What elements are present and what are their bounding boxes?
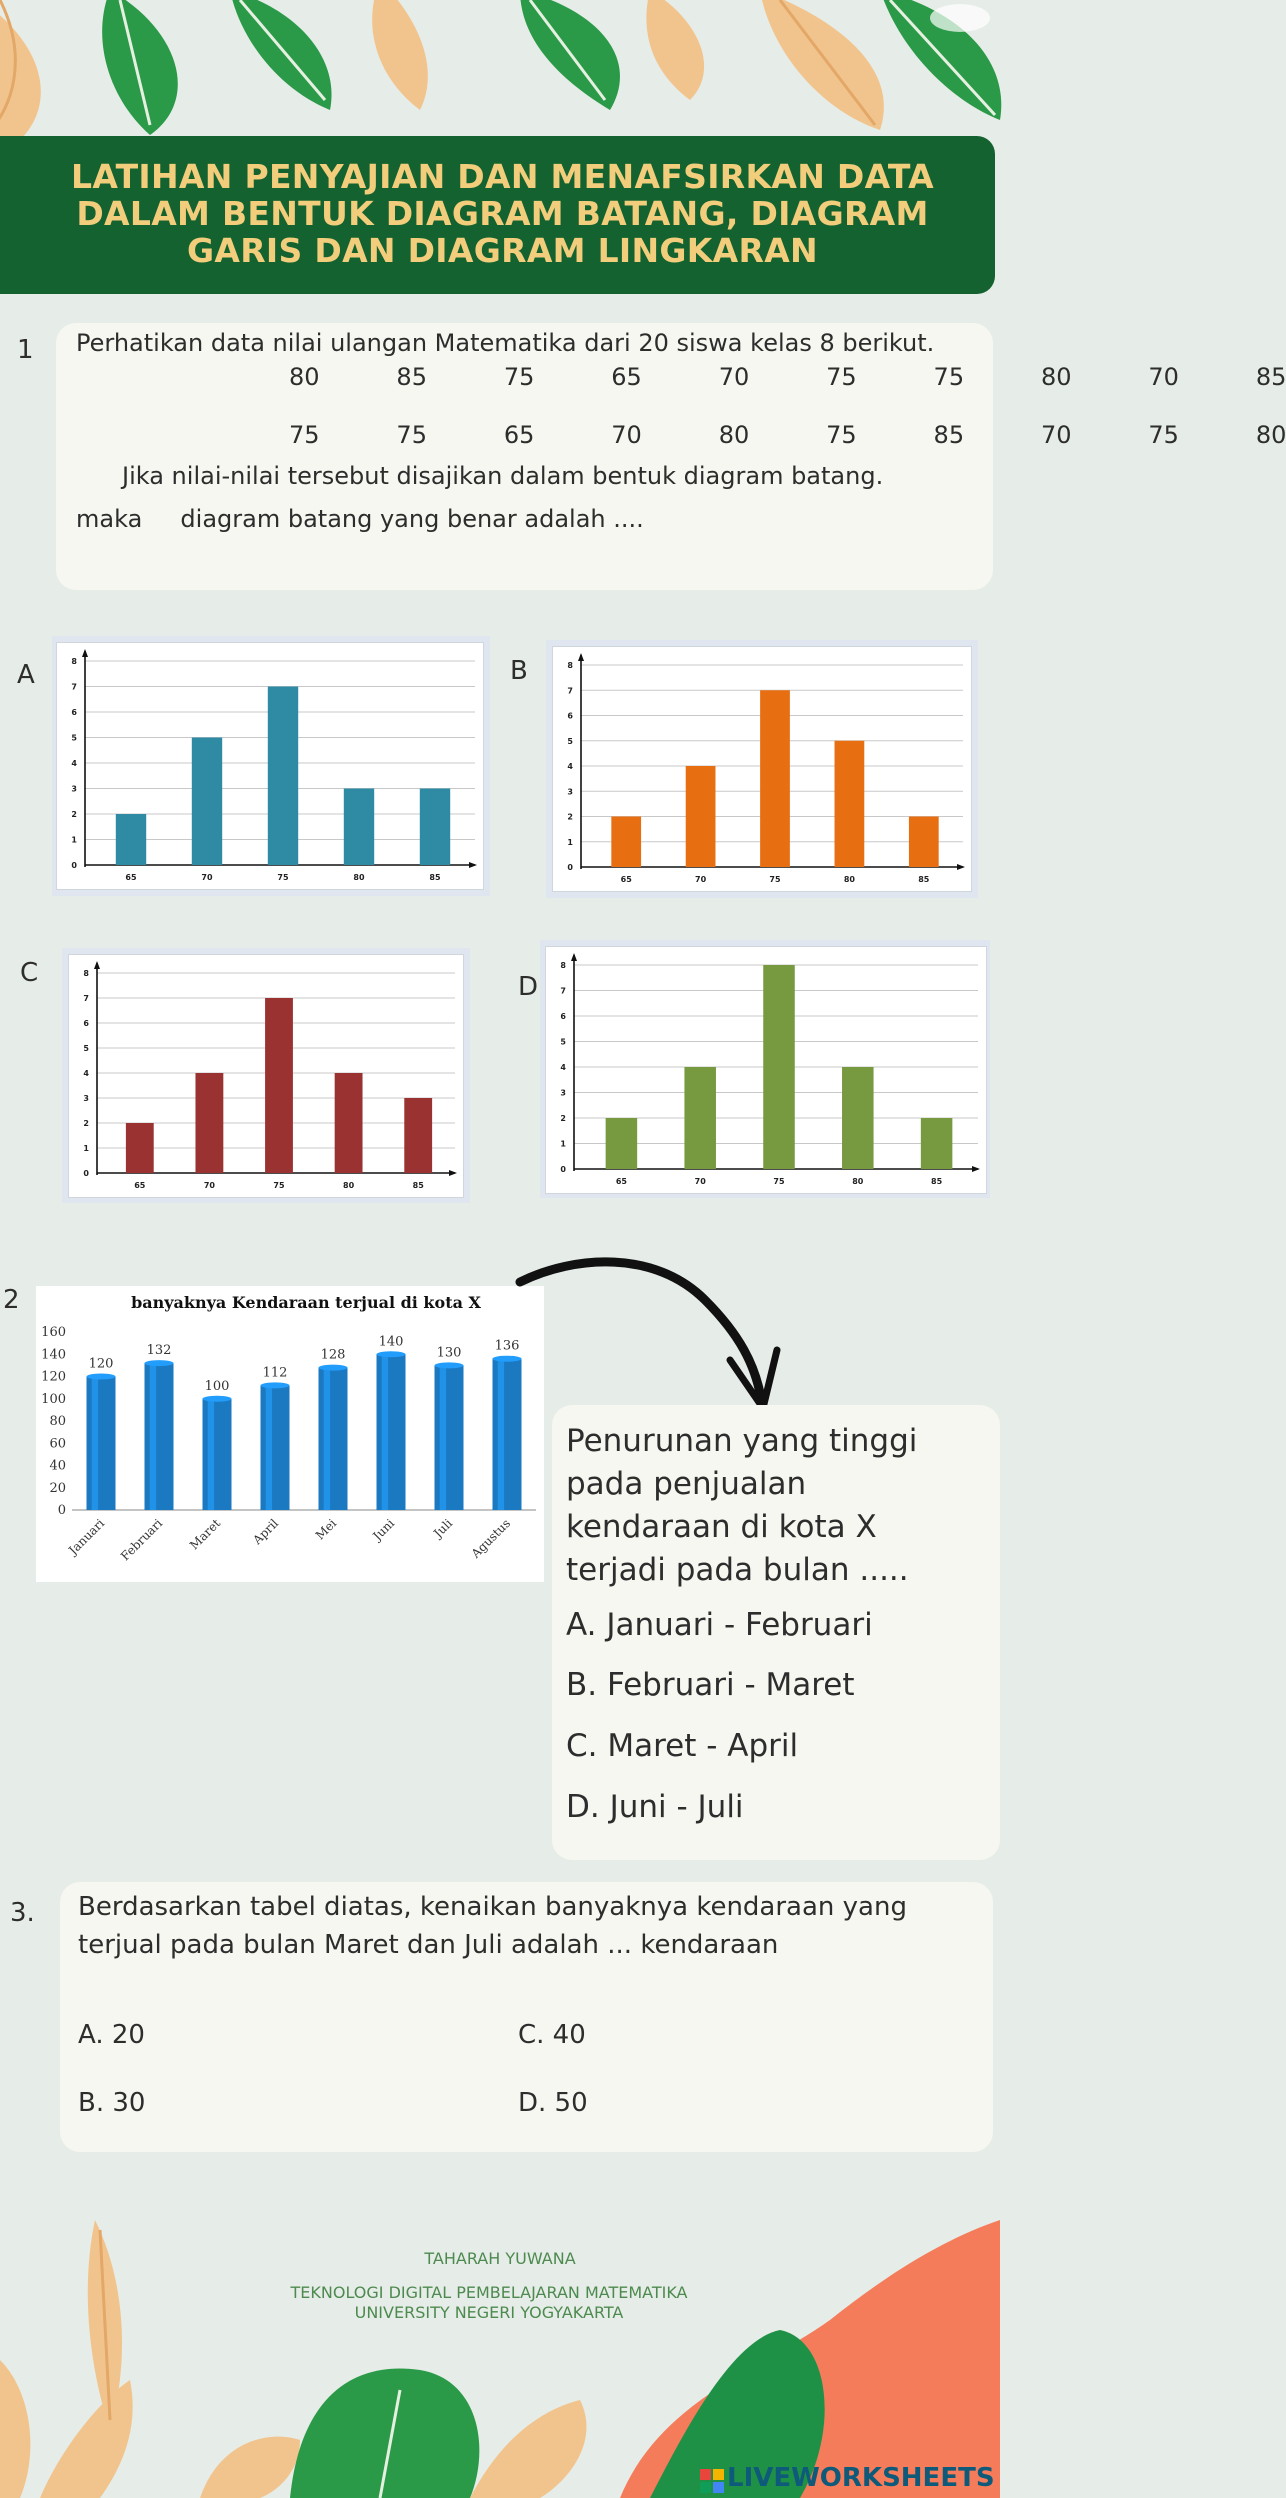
option-a-label: A	[17, 660, 35, 690]
y-axis-arrow	[571, 953, 577, 961]
y-tick-label: 1	[567, 837, 573, 847]
data-label: 128	[320, 1347, 346, 1363]
data-b-bar-85	[909, 817, 939, 868]
y-tick-label: 5	[83, 1044, 89, 1053]
data-q2-bar-Januari	[87, 1377, 116, 1511]
option-a-chart-frame[interactable]	[52, 636, 490, 896]
x-tick-label: 75	[769, 875, 781, 884]
question-2-card	[552, 1405, 1000, 1860]
x-tick-label: 70	[695, 875, 707, 884]
x-axis-arrow	[469, 862, 477, 868]
option-b-chart-frame[interactable]	[546, 640, 978, 898]
y-tick-label: 0	[560, 1165, 566, 1174]
question-1-card	[56, 323, 1286, 590]
y-tick-label: 3	[71, 784, 77, 794]
y-tick-label: 100	[41, 1391, 66, 1407]
question-2-text: Penurunan yang tinggi pada penjualan kendaraan di kota X terjadi pada bulan .....	[566, 1423, 918, 1588]
x-tick-label: Agustus	[468, 1516, 514, 1561]
data-label: 100	[204, 1378, 230, 1394]
bar-top	[435, 1362, 464, 1368]
x-tick-label: 70	[201, 873, 213, 882]
data-d-bar-85	[921, 1118, 953, 1169]
y-axis-arrow	[578, 653, 584, 661]
data-q2-bar-Mei	[319, 1368, 348, 1510]
x-tick-label: 85	[918, 875, 930, 884]
data-b-bar-75	[760, 690, 790, 867]
data-label: 132	[146, 1343, 172, 1359]
y-tick-label: 3	[83, 1094, 89, 1103]
question-2-number: 2	[3, 1285, 20, 1315]
vehicle-sales-chart	[36, 1286, 544, 1582]
bar-highlight	[440, 1367, 446, 1510]
y-tick-label: 120	[41, 1369, 66, 1385]
question-1-line1: Jika nilai-nilai tersebut disajikan dalam bentuk diagram batang.	[122, 462, 884, 490]
footer-program: TEKNOLOGI DIGITAL PEMBELAJARAN MATEMATIKA	[290, 2283, 688, 2302]
y-tick-label: 160	[41, 1325, 66, 1340]
bar-highlight	[324, 1370, 330, 1510]
y-tick-label: 4	[560, 1063, 566, 1072]
question-1-line2: maka diagram batang yang benar adalah ....	[76, 505, 644, 533]
data-b-bar-70	[686, 766, 716, 867]
bar-top	[203, 1396, 232, 1402]
x-tick-label: 65	[615, 1177, 627, 1186]
question-2-option-d[interactable]: D. Juni - Juli	[566, 1789, 744, 1825]
bar-top	[261, 1382, 290, 1388]
data-row-1: 80 85 75 65 70 75 75 80 70 85	[289, 363, 1286, 391]
y-tick-label: 6	[560, 1012, 566, 1021]
data-d-bar-65	[606, 1118, 638, 1169]
data-c-bar-75	[265, 998, 293, 1173]
page-title: LATIHAN PENYAJIAN DAN MENAFSIRKAN DATA DALAM BENTUK DIAGRAM BATANG, DIAGRAM GARIS DAN DIAGRAM LINGKARAN	[71, 157, 934, 270]
data-q2-bar-Juli	[435, 1365, 464, 1510]
data-c-bar-70	[195, 1073, 223, 1173]
x-tick-label: Januari	[65, 1516, 108, 1558]
x-tick-label: 75	[773, 1177, 785, 1186]
x-tick-label: 85	[429, 873, 441, 882]
question-3-number: 3.	[10, 1898, 35, 1928]
data-label: 140	[378, 1334, 404, 1350]
footer-university: UNIVERSITY NEGERI YOGYAKARTA	[354, 2303, 624, 2322]
x-tick-label: 75	[273, 1181, 285, 1190]
question-3-text: Berdasarkan tabel diatas, kenaikan banyaknya kendaraan yang terjual pada bulan Maret dan Juli adalah ... kendaraan	[78, 1892, 907, 1960]
y-axis-arrow	[94, 961, 100, 969]
y-tick-label: 4	[567, 762, 573, 771]
x-tick-label: 80	[852, 1177, 864, 1186]
y-tick-label: 0	[57, 1503, 66, 1518]
y-tick-label: 40	[49, 1458, 66, 1474]
y-tick-label: 7	[83, 994, 89, 1003]
data-c-bar-65	[126, 1123, 154, 1173]
x-tick-label: 85	[931, 1177, 943, 1186]
data-d-bar-75	[763, 965, 795, 1169]
question-2-option-a[interactable]: A. Januari - Februari	[566, 1607, 873, 1643]
x-tick-label: 70	[694, 1177, 706, 1186]
bar-top	[87, 1374, 116, 1380]
y-tick-label: 8	[83, 969, 89, 978]
data-b-bar-65	[611, 817, 641, 868]
y-tick-label: 60	[49, 1436, 66, 1452]
bar-highlight	[498, 1361, 504, 1510]
y-tick-label: 7	[567, 686, 573, 696]
leaf-decoration-bottom	[0, 2200, 1000, 2498]
data-d-bar-70	[684, 1067, 716, 1169]
question-2-option-c[interactable]: C. Maret - April	[566, 1728, 799, 1764]
bar-highlight	[382, 1356, 388, 1510]
chart-title: banyaknya Kendaraan terjual di kota X	[131, 1293, 481, 1312]
y-tick-label: 5	[560, 1037, 566, 1047]
bar-top	[145, 1360, 174, 1366]
question-3-option-c[interactable]: C. 40	[518, 2020, 586, 2050]
data-a-bar-85	[420, 789, 450, 866]
x-tick-label: Maret	[186, 1516, 224, 1553]
option-b-label: B	[510, 656, 528, 686]
y-tick-label: 0	[83, 1169, 89, 1178]
y-tick-label: 8	[560, 961, 566, 970]
option-c-chart	[68, 954, 464, 1198]
y-tick-label: 0	[71, 861, 77, 870]
data-c-bar-80	[335, 1073, 363, 1173]
bar-highlight	[266, 1387, 272, 1510]
x-tick-label: 70	[203, 1181, 215, 1190]
data-row-2: 75 75 65 70 80 75 85 70 75 80	[289, 421, 1286, 449]
x-axis-arrow	[972, 1166, 980, 1172]
x-tick-label: Juni	[370, 1516, 398, 1544]
data-label: 112	[262, 1365, 288, 1381]
option-c-label: C	[20, 958, 39, 988]
y-tick-label: 4	[71, 759, 77, 768]
y-tick-label: 1	[71, 835, 77, 845]
data-label: 130	[436, 1345, 462, 1361]
footer-author: TAHARAH YUWANA	[424, 2249, 576, 2268]
question-1-intro: Perhatikan data nilai ulangan Matematika dari 20 siswa kelas 8 berikut.	[76, 329, 935, 357]
x-axis-arrow	[449, 1170, 457, 1176]
data-d-bar-80	[842, 1067, 874, 1169]
liveworksheets-logo[interactable]	[700, 2462, 1000, 2498]
data-q2-bar-Februari	[145, 1363, 174, 1510]
data-label: 120	[88, 1356, 114, 1372]
liveworksheets-logo-icon	[700, 2469, 724, 2493]
x-tick-label: Juli	[430, 1516, 456, 1541]
data-a-bar-65	[116, 814, 146, 865]
bar-top	[377, 1351, 406, 1357]
y-tick-label: 0	[567, 863, 573, 872]
y-tick-label: 2	[71, 810, 77, 819]
arrow-icon	[515, 1240, 785, 1415]
question-3-option-b[interactable]: B. 30	[78, 2088, 146, 2118]
data-a-bar-75	[268, 687, 298, 866]
data-b-bar-80	[835, 741, 865, 867]
y-tick-label: 6	[83, 1019, 89, 1028]
data-q2-bar-April	[261, 1385, 290, 1510]
y-tick-label: 8	[567, 661, 573, 670]
x-tick-label: 85	[412, 1181, 424, 1190]
data-c-bar-85	[404, 1098, 432, 1173]
y-tick-label: 2	[567, 812, 573, 822]
data-q2-bar-Maret	[203, 1399, 232, 1510]
x-tick-label: 65	[125, 873, 137, 882]
y-tick-label: 8	[71, 657, 77, 666]
x-tick-label: 65	[620, 875, 632, 884]
x-tick-label: 75	[277, 873, 289, 882]
y-tick-label: 2	[560, 1114, 566, 1123]
y-tick-label: 5	[567, 736, 573, 746]
y-tick-label: 1	[560, 1139, 566, 1149]
y-tick-label: 3	[567, 787, 573, 797]
x-tick-label: April	[250, 1516, 282, 1548]
y-tick-label: 4	[83, 1069, 89, 1078]
x-axis-arrow	[957, 864, 965, 870]
y-tick-label: 3	[560, 1088, 566, 1098]
question-3-card	[60, 1882, 993, 2152]
y-tick-label: 1	[83, 1144, 89, 1153]
x-tick-label: 80	[843, 875, 855, 884]
x-tick-label: 80	[353, 873, 365, 882]
y-axis-arrow	[82, 649, 88, 657]
bar-highlight	[150, 1365, 156, 1510]
question-3-option-a[interactable]: A. 20	[78, 2020, 145, 2050]
x-tick-label: Mei	[312, 1516, 340, 1543]
question-1-number: 1	[17, 335, 34, 365]
data-label: 136	[494, 1338, 520, 1354]
option-b-chart	[552, 646, 972, 892]
bar-top	[319, 1365, 348, 1371]
data-q2-bar-Juni	[377, 1354, 406, 1510]
option-a-chart	[56, 642, 484, 890]
liveworksheets-brand: LIVEWORKSHEETS	[727, 2463, 995, 2493]
y-tick-label: 6	[567, 711, 573, 721]
question-2-option-b[interactable]: B. Februari - Maret	[566, 1667, 855, 1703]
x-tick-label: 65	[134, 1181, 146, 1190]
leaf-decoration-top	[0, 0, 1000, 140]
y-tick-label: 20	[49, 1480, 66, 1496]
bar-highlight	[92, 1379, 98, 1511]
option-d-chart	[545, 946, 987, 1194]
y-tick-label: 2	[83, 1119, 89, 1128]
title-banner	[0, 136, 995, 294]
y-tick-label: 140	[41, 1347, 66, 1363]
y-tick-label: 5	[71, 733, 77, 743]
y-tick-label: 80	[49, 1414, 66, 1429]
option-d-chart-frame[interactable]	[540, 940, 990, 1198]
x-tick-label: Februari	[117, 1516, 166, 1564]
option-c-chart-frame[interactable]	[62, 948, 470, 1203]
data-a-bar-80	[344, 789, 374, 866]
bar-highlight	[208, 1401, 214, 1510]
question-3-option-d[interactable]: D. 50	[518, 2088, 588, 2118]
option-d-label: D	[518, 972, 539, 1002]
y-tick-label: 6	[71, 708, 77, 717]
y-tick-label: 7	[71, 682, 77, 692]
data-a-bar-70	[192, 738, 222, 866]
x-tick-label: 80	[343, 1181, 355, 1190]
y-tick-label: 7	[560, 986, 566, 996]
